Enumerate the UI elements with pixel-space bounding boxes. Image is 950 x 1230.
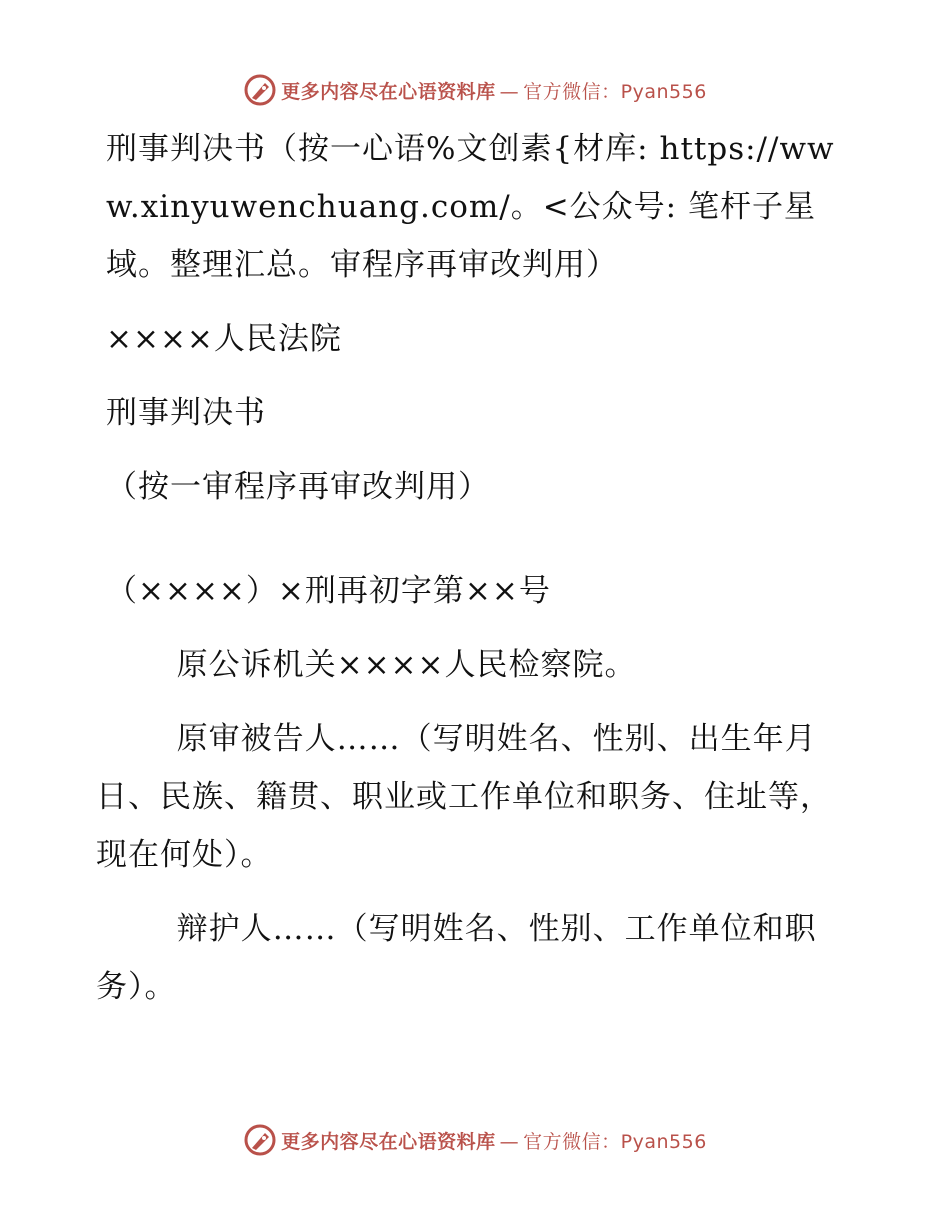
footer-watermark-banner xyxy=(0,1120,950,1160)
watermark-separator: — xyxy=(499,80,520,103)
watermark-wechat: 官方微信：Pyan556 xyxy=(523,80,707,103)
document-type: 刑事判决书 xyxy=(106,395,266,431)
case-number: （××××）×刑再初字第××号 xyxy=(106,573,551,609)
pen-nib-logo-icon xyxy=(243,73,277,107)
prosecutor-paragraph: 原公诉机关××××人民检察院。 xyxy=(176,647,637,683)
defender-paragraph: 辩护人……（写明姓名、性别、工作单位和职务）。 xyxy=(96,911,817,1005)
document-header-line: 刑事判决书（按一心语%文创素{材库: https://www.xinyuwenchuang.com/。<公众号: 笔杆子星域。整理汇总。审程序再审改判用） xyxy=(106,131,835,283)
watermark-text xyxy=(281,1127,707,1154)
watermark-title: 更多内容尽在心语资料库 xyxy=(281,1130,496,1153)
document-body xyxy=(96,120,856,1032)
pen-nib-logo-icon xyxy=(243,1123,277,1157)
watermark-title: 更多内容尽在心语资料库 xyxy=(281,80,496,103)
document-subtitle: （按一审程序再审改判用） xyxy=(106,469,490,505)
watermark-wechat: 官方微信：Pyan556 xyxy=(523,1130,707,1153)
watermark-text xyxy=(281,77,707,104)
defendant-paragraph: 原审被告人……（写明姓名、性别、出生年月日、民族、籍贯、职业或工作单位和职务、住址等，现在何处）。 xyxy=(96,721,832,873)
header-watermark-banner xyxy=(0,70,950,110)
court-name: ××××人民法院 xyxy=(106,321,342,357)
watermark-separator: — xyxy=(499,1130,520,1153)
